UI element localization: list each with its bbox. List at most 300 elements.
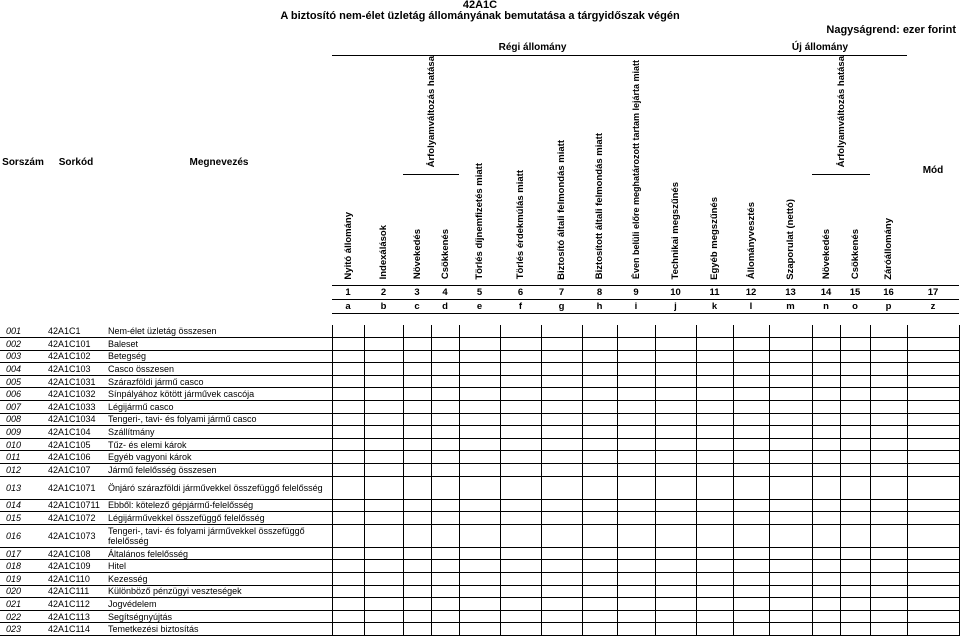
data-cell[interactable] xyxy=(870,350,907,363)
data-cell[interactable] xyxy=(812,463,840,476)
data-cell[interactable] xyxy=(332,623,364,636)
data-cell[interactable] xyxy=(655,463,696,476)
data-cell[interactable] xyxy=(582,400,617,413)
data-cell[interactable] xyxy=(696,585,733,598)
data-cell[interactable] xyxy=(907,413,959,426)
data-cell[interactable] xyxy=(403,413,431,426)
data-cell[interactable] xyxy=(907,451,959,464)
data-cell[interactable] xyxy=(403,350,431,363)
data-cell[interactable] xyxy=(812,426,840,439)
data-cell[interactable] xyxy=(769,463,812,476)
data-cell[interactable] xyxy=(500,400,541,413)
data-cell[interactable] xyxy=(364,524,403,547)
data-cell[interactable] xyxy=(655,623,696,636)
data-cell[interactable] xyxy=(541,547,582,560)
data-cell[interactable] xyxy=(655,451,696,464)
data-cell[interactable] xyxy=(840,623,870,636)
data-cell[interactable] xyxy=(733,499,769,512)
data-cell[interactable] xyxy=(812,499,840,512)
data-cell[interactable] xyxy=(500,438,541,451)
data-cell[interactable] xyxy=(696,426,733,439)
data-cell[interactable] xyxy=(840,451,870,464)
data-cell[interactable] xyxy=(870,623,907,636)
data-cell[interactable] xyxy=(364,413,403,426)
data-cell[interactable] xyxy=(459,610,500,623)
data-cell[interactable] xyxy=(733,585,769,598)
data-cell[interactable] xyxy=(332,375,364,388)
data-cell[interactable] xyxy=(870,400,907,413)
data-cell[interactable] xyxy=(733,572,769,585)
data-cell[interactable] xyxy=(332,610,364,623)
data-cell[interactable] xyxy=(403,499,431,512)
data-cell[interactable] xyxy=(655,524,696,547)
data-cell[interactable] xyxy=(582,476,617,499)
data-cell[interactable] xyxy=(582,325,617,337)
data-cell[interactable] xyxy=(364,547,403,560)
data-cell[interactable] xyxy=(733,426,769,439)
data-cell[interactable] xyxy=(431,388,459,401)
data-cell[interactable] xyxy=(769,623,812,636)
data-cell[interactable] xyxy=(696,325,733,337)
data-cell[interactable] xyxy=(500,610,541,623)
data-cell[interactable] xyxy=(907,338,959,351)
data-cell[interactable] xyxy=(332,451,364,464)
data-cell[interactable] xyxy=(403,338,431,351)
data-cell[interactable] xyxy=(655,325,696,337)
data-cell[interactable] xyxy=(696,451,733,464)
data-cell[interactable] xyxy=(364,388,403,401)
data-cell[interactable] xyxy=(907,499,959,512)
data-cell[interactable] xyxy=(907,598,959,611)
data-cell[interactable] xyxy=(364,512,403,525)
data-cell[interactable] xyxy=(812,338,840,351)
data-cell[interactable] xyxy=(840,388,870,401)
data-cell[interactable] xyxy=(431,350,459,363)
data-cell[interactable] xyxy=(617,463,655,476)
data-cell[interactable] xyxy=(812,610,840,623)
data-cell[interactable] xyxy=(500,512,541,525)
data-cell[interactable] xyxy=(431,547,459,560)
data-cell[interactable] xyxy=(582,547,617,560)
data-cell[interactable] xyxy=(812,325,840,337)
data-cell[interactable] xyxy=(907,476,959,499)
data-cell[interactable] xyxy=(617,499,655,512)
data-cell[interactable] xyxy=(500,426,541,439)
data-cell[interactable] xyxy=(617,338,655,351)
data-cell[interactable] xyxy=(431,325,459,337)
data-cell[interactable] xyxy=(459,338,500,351)
data-cell[interactable] xyxy=(500,572,541,585)
data-cell[interactable] xyxy=(696,438,733,451)
data-cell[interactable] xyxy=(907,585,959,598)
data-cell[interactable] xyxy=(500,585,541,598)
data-cell[interactable] xyxy=(696,413,733,426)
data-cell[interactable] xyxy=(733,623,769,636)
data-cell[interactable] xyxy=(403,547,431,560)
data-cell[interactable] xyxy=(332,547,364,560)
data-cell[interactable] xyxy=(696,388,733,401)
data-cell[interactable] xyxy=(403,438,431,451)
data-cell[interactable] xyxy=(655,499,696,512)
data-cell[interactable] xyxy=(541,572,582,585)
data-cell[interactable] xyxy=(696,598,733,611)
data-cell[interactable] xyxy=(582,451,617,464)
data-cell[interactable] xyxy=(364,598,403,611)
data-cell[interactable] xyxy=(459,598,500,611)
data-cell[interactable] xyxy=(617,610,655,623)
data-cell[interactable] xyxy=(541,363,582,376)
data-cell[interactable] xyxy=(332,463,364,476)
data-cell[interactable] xyxy=(459,585,500,598)
data-cell[interactable] xyxy=(769,375,812,388)
data-cell[interactable] xyxy=(655,363,696,376)
data-cell[interactable] xyxy=(907,375,959,388)
data-cell[interactable] xyxy=(431,413,459,426)
data-cell[interactable] xyxy=(582,598,617,611)
data-cell[interactable] xyxy=(907,610,959,623)
data-cell[interactable] xyxy=(500,388,541,401)
data-cell[interactable] xyxy=(655,476,696,499)
data-cell[interactable] xyxy=(500,350,541,363)
data-cell[interactable] xyxy=(364,400,403,413)
data-cell[interactable] xyxy=(582,363,617,376)
data-cell[interactable] xyxy=(617,547,655,560)
data-cell[interactable] xyxy=(459,512,500,525)
data-cell[interactable] xyxy=(907,426,959,439)
data-cell[interactable] xyxy=(733,388,769,401)
data-cell[interactable] xyxy=(870,338,907,351)
data-cell[interactable] xyxy=(582,375,617,388)
data-cell[interactable] xyxy=(812,524,840,547)
data-cell[interactable] xyxy=(769,476,812,499)
data-cell[interactable] xyxy=(870,413,907,426)
data-cell[interactable] xyxy=(403,325,431,337)
data-cell[interactable] xyxy=(812,451,840,464)
data-cell[interactable] xyxy=(769,610,812,623)
data-cell[interactable] xyxy=(582,585,617,598)
data-cell[interactable] xyxy=(500,524,541,547)
data-cell[interactable] xyxy=(769,350,812,363)
data-cell[interactable] xyxy=(459,524,500,547)
data-cell[interactable] xyxy=(696,610,733,623)
data-cell[interactable] xyxy=(582,426,617,439)
data-cell[interactable] xyxy=(870,426,907,439)
data-cell[interactable] xyxy=(364,610,403,623)
data-cell[interactable] xyxy=(840,476,870,499)
data-cell[interactable] xyxy=(431,363,459,376)
data-cell[interactable] xyxy=(582,499,617,512)
data-cell[interactable] xyxy=(364,585,403,598)
data-cell[interactable] xyxy=(812,547,840,560)
data-cell[interactable] xyxy=(769,363,812,376)
data-cell[interactable] xyxy=(617,413,655,426)
data-cell[interactable] xyxy=(431,610,459,623)
data-cell[interactable] xyxy=(812,375,840,388)
data-cell[interactable] xyxy=(582,413,617,426)
data-cell[interactable] xyxy=(332,572,364,585)
data-cell[interactable] xyxy=(364,338,403,351)
data-cell[interactable] xyxy=(617,524,655,547)
data-cell[interactable] xyxy=(696,623,733,636)
data-cell[interactable] xyxy=(582,524,617,547)
data-cell[interactable] xyxy=(431,400,459,413)
data-cell[interactable] xyxy=(733,512,769,525)
data-cell[interactable] xyxy=(812,572,840,585)
data-cell[interactable] xyxy=(332,400,364,413)
data-cell[interactable] xyxy=(840,512,870,525)
data-cell[interactable] xyxy=(769,499,812,512)
data-cell[interactable] xyxy=(840,438,870,451)
data-cell[interactable] xyxy=(431,598,459,611)
data-cell[interactable] xyxy=(541,413,582,426)
data-cell[interactable] xyxy=(840,610,870,623)
data-cell[interactable] xyxy=(733,451,769,464)
data-cell[interactable] xyxy=(655,512,696,525)
data-cell[interactable] xyxy=(769,451,812,464)
data-cell[interactable] xyxy=(769,572,812,585)
data-cell[interactable] xyxy=(582,438,617,451)
data-cell[interactable] xyxy=(870,598,907,611)
data-cell[interactable] xyxy=(696,547,733,560)
data-cell[interactable] xyxy=(332,512,364,525)
data-cell[interactable] xyxy=(617,623,655,636)
data-cell[interactable] xyxy=(840,572,870,585)
data-cell[interactable] xyxy=(617,325,655,337)
data-cell[interactable] xyxy=(840,363,870,376)
data-cell[interactable] xyxy=(870,388,907,401)
data-cell[interactable] xyxy=(870,499,907,512)
data-cell[interactable] xyxy=(655,572,696,585)
data-cell[interactable] xyxy=(582,388,617,401)
data-cell[interactable] xyxy=(459,623,500,636)
data-cell[interactable] xyxy=(500,325,541,337)
data-cell[interactable] xyxy=(696,338,733,351)
data-cell[interactable] xyxy=(907,400,959,413)
data-cell[interactable] xyxy=(431,512,459,525)
data-cell[interactable] xyxy=(582,512,617,525)
data-cell[interactable] xyxy=(840,426,870,439)
data-cell[interactable] xyxy=(617,400,655,413)
data-cell[interactable] xyxy=(907,388,959,401)
data-cell[interactable] xyxy=(332,476,364,499)
data-cell[interactable] xyxy=(870,524,907,547)
data-cell[interactable] xyxy=(431,438,459,451)
data-cell[interactable] xyxy=(840,598,870,611)
data-cell[interactable] xyxy=(364,375,403,388)
data-cell[interactable] xyxy=(431,476,459,499)
data-cell[interactable] xyxy=(403,476,431,499)
data-cell[interactable] xyxy=(541,524,582,547)
data-cell[interactable] xyxy=(364,623,403,636)
data-cell[interactable] xyxy=(907,572,959,585)
data-cell[interactable] xyxy=(840,325,870,337)
data-cell[interactable] xyxy=(870,363,907,376)
data-cell[interactable] xyxy=(332,413,364,426)
data-cell[interactable] xyxy=(459,413,500,426)
data-cell[interactable] xyxy=(364,426,403,439)
data-cell[interactable] xyxy=(364,463,403,476)
data-cell[interactable] xyxy=(733,350,769,363)
data-cell[interactable] xyxy=(907,524,959,547)
data-cell[interactable] xyxy=(500,363,541,376)
data-cell[interactable] xyxy=(617,363,655,376)
data-cell[interactable] xyxy=(500,451,541,464)
data-cell[interactable] xyxy=(403,375,431,388)
data-cell[interactable] xyxy=(541,325,582,337)
data-cell[interactable] xyxy=(403,572,431,585)
data-cell[interactable] xyxy=(840,585,870,598)
data-cell[interactable] xyxy=(907,547,959,560)
data-cell[interactable] xyxy=(812,350,840,363)
data-cell[interactable] xyxy=(541,400,582,413)
data-cell[interactable] xyxy=(733,338,769,351)
data-cell[interactable] xyxy=(582,350,617,363)
data-cell[interactable] xyxy=(696,363,733,376)
data-cell[interactable] xyxy=(617,438,655,451)
data-cell[interactable] xyxy=(332,325,364,337)
data-cell[interactable] xyxy=(364,499,403,512)
data-cell[interactable] xyxy=(582,572,617,585)
data-cell[interactable] xyxy=(459,388,500,401)
data-cell[interactable] xyxy=(403,524,431,547)
data-cell[interactable] xyxy=(696,400,733,413)
data-cell[interactable] xyxy=(840,463,870,476)
data-cell[interactable] xyxy=(364,363,403,376)
data-cell[interactable] xyxy=(500,623,541,636)
data-cell[interactable] xyxy=(403,463,431,476)
data-cell[interactable] xyxy=(541,338,582,351)
data-cell[interactable] xyxy=(769,426,812,439)
data-cell[interactable] xyxy=(870,451,907,464)
data-cell[interactable] xyxy=(655,610,696,623)
data-cell[interactable] xyxy=(459,375,500,388)
data-cell[interactable] xyxy=(655,547,696,560)
data-cell[interactable] xyxy=(733,325,769,337)
data-cell[interactable] xyxy=(870,610,907,623)
data-cell[interactable] xyxy=(500,338,541,351)
data-cell[interactable] xyxy=(459,350,500,363)
data-cell[interactable] xyxy=(364,451,403,464)
data-cell[interactable] xyxy=(541,350,582,363)
data-cell[interactable] xyxy=(403,623,431,636)
data-cell[interactable] xyxy=(907,463,959,476)
data-cell[interactable] xyxy=(617,388,655,401)
data-cell[interactable] xyxy=(459,363,500,376)
data-cell[interactable] xyxy=(403,426,431,439)
data-cell[interactable] xyxy=(332,363,364,376)
data-cell[interactable] xyxy=(617,598,655,611)
data-cell[interactable] xyxy=(870,547,907,560)
data-cell[interactable] xyxy=(696,375,733,388)
data-cell[interactable] xyxy=(332,338,364,351)
data-cell[interactable] xyxy=(733,363,769,376)
data-cell[interactable] xyxy=(812,388,840,401)
data-cell[interactable] xyxy=(332,585,364,598)
data-cell[interactable] xyxy=(696,499,733,512)
data-cell[interactable] xyxy=(769,338,812,351)
data-cell[interactable] xyxy=(733,438,769,451)
data-cell[interactable] xyxy=(655,338,696,351)
data-cell[interactable] xyxy=(769,598,812,611)
data-cell[interactable] xyxy=(332,598,364,611)
data-cell[interactable] xyxy=(907,325,959,337)
data-cell[interactable] xyxy=(541,585,582,598)
data-cell[interactable] xyxy=(403,400,431,413)
data-cell[interactable] xyxy=(500,476,541,499)
data-cell[interactable] xyxy=(617,350,655,363)
data-cell[interactable] xyxy=(769,524,812,547)
data-cell[interactable] xyxy=(733,413,769,426)
data-cell[interactable] xyxy=(870,572,907,585)
data-cell[interactable] xyxy=(907,438,959,451)
data-cell[interactable] xyxy=(459,547,500,560)
data-cell[interactable] xyxy=(812,413,840,426)
data-cell[interactable] xyxy=(907,363,959,376)
data-cell[interactable] xyxy=(870,375,907,388)
data-cell[interactable] xyxy=(403,512,431,525)
data-cell[interactable] xyxy=(655,400,696,413)
data-cell[interactable] xyxy=(812,438,840,451)
data-cell[interactable] xyxy=(617,572,655,585)
data-cell[interactable] xyxy=(332,499,364,512)
data-cell[interactable] xyxy=(541,623,582,636)
data-cell[interactable] xyxy=(733,463,769,476)
data-cell[interactable] xyxy=(403,585,431,598)
data-cell[interactable] xyxy=(541,426,582,439)
data-cell[interactable] xyxy=(812,476,840,499)
data-cell[interactable] xyxy=(541,499,582,512)
data-cell[interactable] xyxy=(431,499,459,512)
data-cell[interactable] xyxy=(617,476,655,499)
data-cell[interactable] xyxy=(459,400,500,413)
data-cell[interactable] xyxy=(769,438,812,451)
data-cell[interactable] xyxy=(655,388,696,401)
data-cell[interactable] xyxy=(332,524,364,547)
data-cell[interactable] xyxy=(431,623,459,636)
data-cell[interactable] xyxy=(431,426,459,439)
data-cell[interactable] xyxy=(431,585,459,598)
data-cell[interactable] xyxy=(459,476,500,499)
data-cell[interactable] xyxy=(364,572,403,585)
data-cell[interactable] xyxy=(840,350,870,363)
data-cell[interactable] xyxy=(840,547,870,560)
data-cell[interactable] xyxy=(870,463,907,476)
data-cell[interactable] xyxy=(769,400,812,413)
data-cell[interactable] xyxy=(500,375,541,388)
data-cell[interactable] xyxy=(696,463,733,476)
data-cell[interactable] xyxy=(840,400,870,413)
data-cell[interactable] xyxy=(870,438,907,451)
data-cell[interactable] xyxy=(696,512,733,525)
data-cell[interactable] xyxy=(655,426,696,439)
data-cell[interactable] xyxy=(582,610,617,623)
data-cell[interactable] xyxy=(459,572,500,585)
data-cell[interactable] xyxy=(617,585,655,598)
data-cell[interactable] xyxy=(840,338,870,351)
data-cell[interactable] xyxy=(769,388,812,401)
data-cell[interactable] xyxy=(541,451,582,464)
data-cell[interactable] xyxy=(459,463,500,476)
data-cell[interactable] xyxy=(840,524,870,547)
data-cell[interactable] xyxy=(870,512,907,525)
data-cell[interactable] xyxy=(541,375,582,388)
data-cell[interactable] xyxy=(431,375,459,388)
data-cell[interactable] xyxy=(431,338,459,351)
data-cell[interactable] xyxy=(582,338,617,351)
data-cell[interactable] xyxy=(617,375,655,388)
data-cell[interactable] xyxy=(431,451,459,464)
data-cell[interactable] xyxy=(431,463,459,476)
